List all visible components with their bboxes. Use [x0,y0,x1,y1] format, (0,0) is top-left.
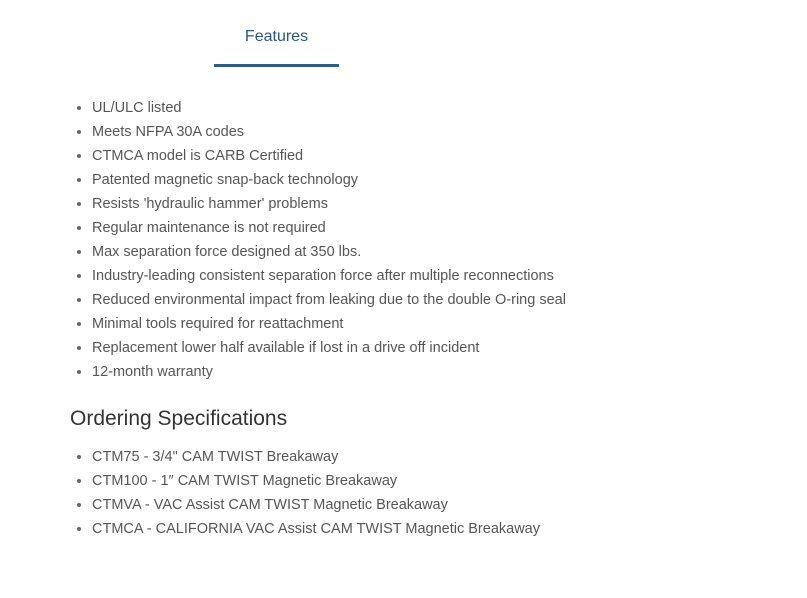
tab-bar [214,0,339,68]
feature-item: • Resists 'hydraulic hammer' problems [92,192,566,216]
feature-item: • Meets NFPA 30A codes [92,120,566,144]
feature-item: • UL/ULC listed [92,96,566,120]
tab-features-label: Features [244,28,309,45]
ordering-spec-item: • CTMCA - CALIFORNIA VAC Assist CAM TWIST Magnetic Breakaway [92,517,540,541]
ordering-specifications-list [70,445,540,541]
ordering-specifications-heading: Ordering Specifications [70,407,288,430]
features-list [70,96,566,384]
feature-item: • Replacement lower half available if lost in a drive off incident [92,336,566,360]
feature-item: • Max separation force designed at 350 lbs. [92,240,566,264]
feature-item: • Minimal tools required for reattachment [92,312,566,336]
ordering-spec-item: • CTMVA - VAC Assist CAM TWIST Magnetic Breakaway [92,493,540,517]
feature-item: • 12-month warranty [92,360,566,384]
ordering-spec-item: • CTM100 - 1″ CAM TWIST Magnetic Breakaway [92,469,540,493]
feature-item: • Patented magnetic snap-back technology [92,168,566,192]
tab-active-indicator [214,64,339,67]
tab-features[interactable] [214,0,339,68]
feature-item: • Industry-leading consistent separation force after multiple reconnections [92,264,566,288]
feature-item: • Regular maintenance is not required [92,216,566,240]
ordering-spec-item: • CTM75 - 3/4" CAM TWIST Breakaway [92,445,540,469]
feature-item: • CTMCA model is CARB Certified [92,144,566,168]
feature-item: • Reduced environmental impact from leaking due to the double O-ring seal [92,288,566,312]
